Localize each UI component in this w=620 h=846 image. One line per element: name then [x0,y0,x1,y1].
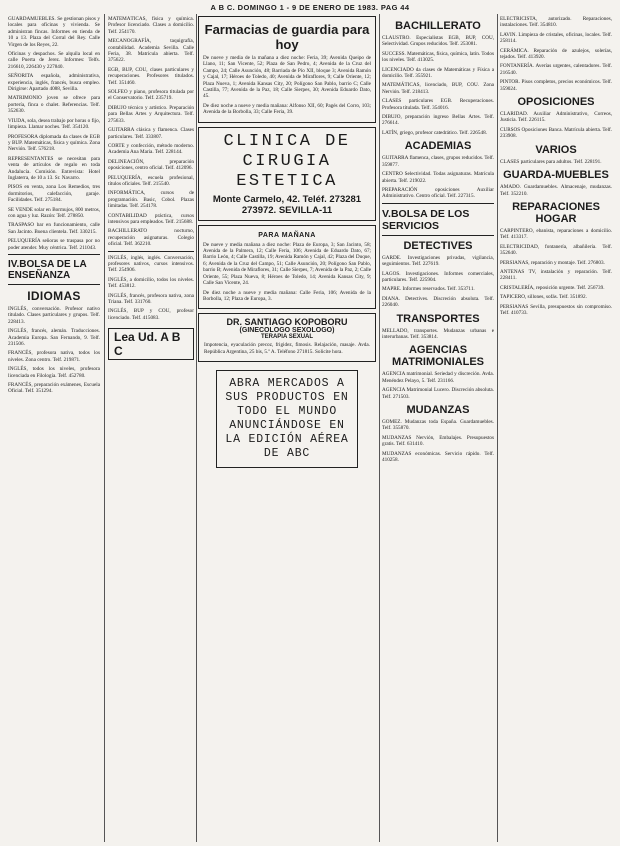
clinica-title-line2: CIRUGIA ESTETICA [236,151,338,191]
column-4 [382,16,494,846]
classified-ad: INGLÉS, francés, alemán. Traducciones. Academia Europa. San Fernando, 9. Telf. 231506. [8,328,100,348]
classified-ad: PERSIANAS, reparación y montaje. Telf. 276803. [500,259,605,266]
classified-ad: DIBUJO, preparación ingreso Bellas Artes. Telf. 276614. [382,114,494,127]
classified-ad: FRANCÉS, profesora nativa, todos los niveles. Zona centro. Telf. 219871. [8,350,100,363]
abra-line: TODO EL MUNDO [236,405,338,419]
classified-ad: MATEMÁTICAS, licenciado, BUP, COU. Zona Nervión. Telf. 218413. [382,82,494,95]
column-divider [497,14,498,842]
classified-ad: SEÑORITA española, administrativa, experiencia, inglés, francés, busca empleo. Dirigirse: Apartado 4088, Sevilla. [8,73,100,93]
classified-ad: CERÁMICA. Reparación de azulejos, solerías, tejados. Telf. 413920. [500,47,612,61]
classified-ad: TRASPASO bar en funcionamiento, calle San Jacinto. Buena clientela. Telf. 330215. [8,222,100,235]
classified-ad: MELLADO, transportes. Mudanzas urbanas e interurbanas. Telf. 353814. [382,327,494,340]
classified-ad: VIUDA, sola, desea trabajo por horas o fijo, limpieza. Llamar noches. Telf. 354120. [8,117,100,131]
classified-ad: PROFESORA diplomada da clases de EGB y BUP. Matemáticas, física y química. Zona Nervión. Telf. 576218. [8,133,100,153]
abra-line: ABRA MERCADOS A [229,377,345,391]
section-rule [108,251,194,252]
abra-line: SUS PRODUCTOS EN [225,391,349,405]
section-title-bachillerato: BACHILLERATO [395,20,481,32]
lea-abc-box: Lea Ud. A B C [108,328,194,360]
section-title-transportes: TRANSPORTES [396,312,480,325]
column-1 [8,16,100,846]
classified-ad: PISOS en venta, zona Los Remedios, tres dormitorios, calefacción, garaje. Facilidades. Telf. 275184. [8,184,100,204]
classified-ad: SE VENDE solar en Bormujos, 800 metros, con agua y luz. Razón: Telf. 278850. [8,206,100,219]
classified-ad: MATEMÁTICAS, física y química. Profesor licenciado. Clases a domicilio. Telf. 254170. [108,16,194,35]
classified-ad: PERSIANAS Sevilla, presupuestos sin compromiso. Telf. 410733. [500,303,612,316]
classified-ad: CENTRO Selectividad. Todas asignaturas. Matrícula abierta. Telf. 219022. [382,171,494,184]
section-title-servicios: V.BOLSA DE LOS SERVICIOS [382,207,470,232]
manana-title: PARA MAÑANA [258,231,316,239]
classified-ad: GUARDAMUEBLES. Se gestionan pisos y locales para oficinas y vivienda. Se administran fincas. Informes en tienda de 10 a 13. Plaza del Corral del Rey. Calle Virgen de los Reyes, 22. [8,16,100,48]
classified-ad: DELINEACIÓN, preparación oposiciones, centro oficial. Telf. 412096. [108,158,194,172]
classified-ad: AGENCIA matrimonial. Seriedad y discreción. Avda. Menéndez Pelayo, 5. Telf. 231166. [382,371,494,384]
classified-ad: FONTANERÍA. Averías urgentes, calentadores. Telf. 216540. [500,63,612,76]
classified-ad: PELUQUERÍA señoras se traspasa por no poder atender. Muy céntrica. Telf. 211043. [8,238,100,251]
section-title-ensenanza: IV.BOLSA DE LA ENSEÑANZA [8,259,87,281]
classified-ad: GUITARRA clásica y flamenca. Clases particulares. Telf. 333807. [108,127,194,140]
classified-ad: CRISTALERÍA, reposición urgente. Telf. 256739. [500,284,605,291]
manana-text: De nueve y media mañana a diez noche: Plaza de Europa, 3; San Jacinto, 58; Avenida de la Palmera, 12; Calle Feria, 106; Avenida de Eduardo Dato, 67; Barrio León, 4; Calle Castilla, 19; Avenida Ramón y Cajal, 42; Plaza del Duque, 6; Avenida de la Cruz del Campo, 51; Calle Asunción, 20; Polígono San Pablo, barrio B; Avenida de Miraflores, 31; Calle Sierpes, 7; Avenida de la Paz, 2; Calle Oriente, 55; Plaza Nueva, 8; Héroes de Toledo, 14; Avenida Kansas City, 9; Calle San Vicente, 24. [203,241,371,287]
manana-text-night: De diez noche a nueve y media mañana: Calle Feria, 106; Avenida de la Borbolla, 12; Plaza de Europa, 3. [203,289,371,302]
section-title-agencias: AGENCIAS MATRIMONIALES [391,344,485,369]
classified-ad: CARPINTERO, ebanista, reparaciones a domicilio. Telf. 413317. [500,227,612,241]
classified-ad: GOMEZ. Mudanzas toda España. Guardamuebles. Telf. 355870. [382,419,494,432]
classified-ad: INGLÉS, todos los niveles, profesora licenciada en Filología. Telf. 452780. [8,366,100,379]
clinica-address: Monte Carmelo, 42. Teléf. 273281 [212,193,362,205]
classified-ad: AMADO. Guardamuebles. Almacenaje, mudanzas. Telf. 352210. [500,184,612,197]
classified-ad: MATRIMONIO joven se ofrece para portería, finca o chalet. Referencias. Telf. 352630. [8,95,100,115]
classified-ad: PREPARACIÓN oposiciones Auxiliar Administrativo. Centro oficial. Telf. 227315. [382,186,494,200]
classified-ad: INGLÉS, francés, profesora nativa, zona Triana. Telf. 331760. [108,292,194,306]
classified-ad: FRANCÉS, preparación exámenes, Escuela Oficial. Telf. 351294. [8,382,100,395]
classified-ad: PELUQUERÍA, escuela profesional, títulos oficiales. Telf. 215540. [108,174,194,187]
section-title-guardamuebles: GUARDA-MUEBLES [503,169,609,182]
classified-ad: GARDE. Investigaciones privadas, vigilancia, seguimientos. Telf. 227619. [382,254,494,268]
classified-ad: MECANOGRAFÍA, taquigrafía, contabilidad. Academia Sevilla. Calle Feria, 38. Matrícula abierta. Telf. 375622. [108,38,194,64]
section-title-mudanzas: MUDANZAS [406,404,470,416]
classified-ad: ANTENAS TV, instalación y reparación. Telf. 228411. [500,268,612,282]
farmacias-text: De nueve y media de la mañana a diez noche: Feria, 39; Avenida Queipo de Llano, 11; San Vicente, 52; Plaza de San Pedro, 4; Avenida de la Cruz del Campo, 24; Calle Asunción, 48; Barriada de Pío XII, bloque 3; Avenida Ramón y Cajal, 17; Héroes de Toledo, 40; Avenida de Miraflores, 9; Calle Oriente, 12; Plaza Nueva, 1; Avenida Kansas City, 20; Polígono San Pablo, barrio C; Calle Castilla, 77; Avenida de la Paz, 18; Calle Sierpes, 30; Avenida Eduardo Dato, 45. [203,55,371,100]
doctor-text: Impotencia, eyaculación precoz, frigidez, fimosis. Relajación, masaje. Avda. República Argentina, 25 bis, 5.º A. Teléfono 271815. Solicite hora. [204,342,370,355]
doctor-name: DR. SANTIAGO KOPOBORU [226,317,348,328]
classified-ad: INGLÉS, BUP y COU, profesor licenciado. Telf. 415083. [108,308,194,321]
classified-ad: LAGOS. Investigaciones. Informes comerciales, particulares. Telf. 225904. [382,270,494,283]
column-divider [104,14,105,842]
classified-ad: ELECTRICISTA, autorizado. Reparaciones, instalaciones. Telf. 354810. [500,16,612,29]
classified-ad: INGLÉS, conversación. Profesor nativo titulado. Clases particulares y grupos. Telf. 228413. [8,306,100,325]
column-5 [500,16,612,846]
classified-ad: CLASES particulares EGB. Recuperaciones. Profesora titulada. Telf. 354016. [382,98,494,111]
page-header: A B C. DOMINGO 1 - 9 DE ENERO DE 1983. PAG 44 [210,3,410,12]
classified-ad: MAPRE. Informes reservados. Telf. 353711. [382,286,475,293]
classified-ad: ELECTRICIDAD, fontanería, albañilería. Telf. 352640. [500,243,612,257]
farmacias-box [198,16,376,123]
classified-ad: CURSOS Oposiciones Banca. Matrícula abierta. Telf. 233908. [500,126,612,140]
section-rule [8,254,100,255]
doctor-therapy: TERAPIA SEXUAL [260,334,314,341]
abra-mercados-ad [216,370,358,468]
classified-ad: DIANA. Detectives. Discreción absoluta. Telf. 226040. [382,295,494,309]
classified-ad: TAPICERO, sillones, sofás. Telf. 351892. [500,294,587,301]
section-title-varios: VARIOS [535,143,577,156]
classified-ad: LICENCIADO da clases de Matemáticas y Física a domicilio. Telf. 355921. [382,66,494,80]
clinica-phone: 273972. SEVILLA-11 [241,204,333,216]
section-title-detectives: DETECTIVES [403,239,473,252]
classified-ad: DIBUJO técnico y artístico. Preparación para Bellas Artes y Arquitectura. Telf. 275633. [108,104,194,124]
doctor-specialty: (GINECOLOGO SEXOLOGO) [239,327,335,335]
farmacias-title: Farmacias de guardia para hoy [204,22,370,52]
column-3 [198,16,376,846]
classified-ad: SOLFEO y piano, profesora titulada por el Conservatorio. Telf. 235719. [108,89,194,102]
section-title-idiomas: IDIOMAS [27,289,81,303]
classified-ad: AGENCIA Matrimonial Lucero. Discreción absoluta. Telf. 271503. [382,387,494,400]
section-title-reparaciones: REPARACIONES HOGAR [512,200,600,225]
farmacias-text-night: De diez noche a nueve y media mañana: Alfonso XII, 60; Pagés del Corro, 103; Avenida de la Borbolla, 33; Calle Feria, 39. [203,102,371,116]
classified-ad: CLARIDAD. Auxiliar Administrativo, Correos, Justicia. Telf. 226115. [500,111,612,124]
abra-line: LA EDICIÓN AÉREA [225,433,349,447]
classified-ad: CLASES particulares para adultos. Telf. 228191. [500,158,602,165]
manana-box [198,225,376,310]
section-title-oposiciones: OPOSICIONES [517,96,595,109]
classified-ad: INGLÉS, a domicilio, todos los niveles. Telf. 453812. [108,276,194,290]
classified-ad: LATÍN, griego, profesor catedrático. Telf. 226548. [382,129,487,136]
abra-line: DE ABC [263,447,311,461]
classified-ad: Oficinas y despachos. Se alquila local en calle Puerta de Jerez. Informes: Telfs. 216610, 226430 y 227840. [8,51,100,70]
classified-ad: LAVIN. Limpieza de cristales, oficinas, locales. Telf. 258114. [500,31,612,45]
clinica-title-line1: CLINICA DE [223,131,351,151]
column-divider [379,14,380,842]
classified-ad: INFORMÁTICA, cursos de programación. Basic, Cobol. Plazas limitadas. Telf. 254178. [108,190,194,210]
column-divider [196,14,197,842]
clinica-ad [198,127,376,221]
doctor-ad [198,313,376,362]
section-rule [8,284,100,285]
column-2 [108,16,194,846]
classified-ad: CLAUSTRO. Especialistas EGB, BUP, COU, Selectividad. Grupos reducidos. Telf. 253081. [382,35,494,48]
classified-ad: INGLÉS, inglés, inglés. Conversación, profesores nativos, cursos intensivos. Telf. 254906. [108,254,194,274]
classified-ad: MUDANZAS Nervión, Embalajes. Presupuestos gratis. Telf. 631410. [382,434,494,448]
classified-ad: PINTOR. Pisos completos, precios económicos. Telf. 359024. [500,79,612,92]
classified-ad: MUDANZAS económicas. Servicio rápido. Telf. 410258. [382,450,494,464]
classified-ad: BACHILLERATO nocturno, recuperación asignaturas. Colegio oficial. Telf. 362210. [108,228,194,248]
abra-line: ANUNCIÁNDOSE EN [229,419,345,433]
classified-ad: GUITARRA flamenca, clases, grupos reducidos. Telf. 359877. [382,155,494,168]
classified-ad: EGB, BUP, COU, clases particulares y recuperaciones. Profesores titulados. Telf. 351460. [108,66,194,86]
section-title-academias: ACADEMIAS [404,140,472,153]
section-rule [382,203,494,204]
classified-ad: REPRESENTANTES se necesitan para venta de artículos de regalo en toda Andalucía. Comisión. Entrevista: Hotel Inglaterra, de 10 a 13. Sr. Navarro. [8,155,100,181]
classified-ad: CONTABILIDAD práctica, cursos intensivos para empleados. Telf. 215688. [108,212,194,225]
classified-ad: SUCCESS. Matemáticas, física, química, latín. Todos los niveles. Telf. 413025. [382,50,494,64]
classified-ad: CORTE y confección, método moderno. Academia Ana María. Telf. 228144. [108,142,194,156]
section-rule [382,235,494,236]
